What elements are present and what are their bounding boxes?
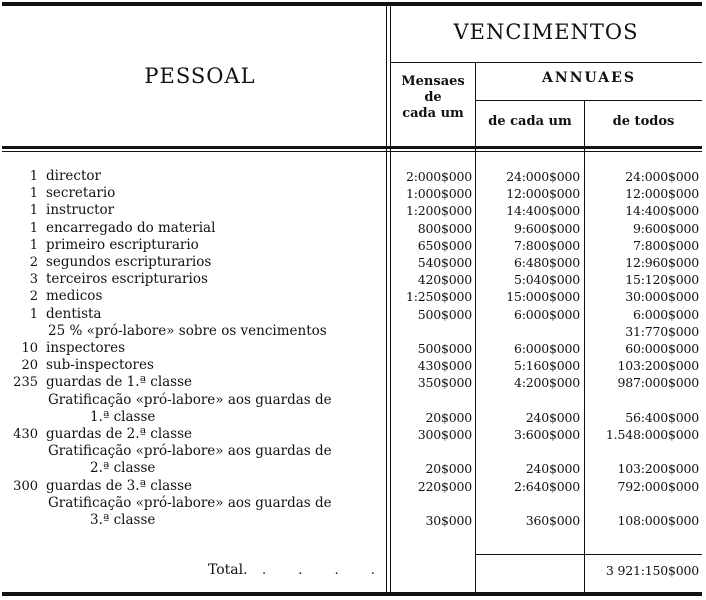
vencimentos-rule <box>390 62 702 63</box>
row-annual-each: 7:800$000 <box>513 237 580 253</box>
row-description: director <box>46 168 101 184</box>
row-monthly: 430$000 <box>417 358 472 374</box>
row-monthly: 2:000$000 <box>405 169 472 184</box>
mensaes-line-2: de <box>424 90 442 105</box>
row-monthly: 500$000 <box>417 341 472 356</box>
row-quantity: 1 <box>29 237 38 253</box>
row-annual-each: 3:600$000 <box>513 427 580 442</box>
row-annual-each: 360$000 <box>525 513 580 528</box>
row-description: Gratificação «pró-labore» aos guardas de <box>48 494 332 511</box>
row-quantity: 1 <box>29 220 38 236</box>
row-annual-all: 30:000$000 <box>625 289 699 305</box>
row-description: encarregado do material <box>46 219 216 236</box>
row-description: 2.ª classe <box>90 460 156 477</box>
row-quantity: 20 <box>21 358 38 374</box>
row-annual-all: 24:000$000 <box>625 169 699 184</box>
row-description: medicos <box>46 288 103 305</box>
row-quantity: 430 <box>13 427 38 442</box>
row-quantity: 1 <box>29 306 38 322</box>
row-description: guardas de 1.ª classe <box>46 374 193 391</box>
row-annual-all: 987:000$000 <box>617 375 699 391</box>
col-sep-1 <box>386 6 387 592</box>
row-annual-each: 14:400$000 <box>506 203 580 219</box>
de-todos-header: de todos <box>612 114 675 129</box>
row-monthly: 30$000 <box>425 513 472 528</box>
row-monthly: 20$000 <box>425 409 472 425</box>
row-annual-each: 24:000$000 <box>506 169 580 184</box>
row-quantity: 2 <box>29 289 38 305</box>
row-quantity: 1 <box>29 169 38 184</box>
top-rule <box>2 2 702 6</box>
row-annual-each: 6:480$000 <box>513 255 580 270</box>
row-annual-each: 6:000$000 <box>513 306 580 322</box>
row-annual-each: 15:000$000 <box>506 289 580 305</box>
row-annual-all: 9:600$000 <box>632 220 699 236</box>
row-description: dentista <box>46 305 102 322</box>
row-monthly: 650$000 <box>417 237 472 253</box>
annuaes-rule <box>475 100 702 101</box>
row-description: 1.ª classe <box>90 408 156 425</box>
row-annual-all: 6:000$000 <box>632 306 699 322</box>
row-quantity: 235 <box>13 375 38 391</box>
row-annual-all: 792:000$000 <box>617 478 699 494</box>
row-monthly: 1:250$000 <box>405 289 472 305</box>
bottom-rule <box>2 592 702 596</box>
row-annual-each: 5:040$000 <box>513 272 580 288</box>
mensaes-line-1: Mensaes <box>401 74 465 89</box>
row-description: inspectores <box>46 340 126 356</box>
row-monthly: 1:000$000 <box>405 186 472 202</box>
row-annual-each: 4:200$000 <box>513 375 580 391</box>
row-quantity: 10 <box>21 341 38 356</box>
row-quantity: 300 <box>13 478 38 494</box>
row-annual-each: 9:600$000 <box>513 220 580 236</box>
total-label: Total. <box>208 562 248 578</box>
row-description: guardas de 2.ª classe <box>46 426 193 442</box>
vencimentos-header: VENCIMENTOS <box>453 20 639 44</box>
row-annual-each: 240$000 <box>525 409 580 425</box>
row-monthly: 20$000 <box>425 461 472 477</box>
row-annual-each: 5:160$000 <box>513 358 580 374</box>
row-description: 25 % «pró-labore» sobre os vencimentos <box>48 322 327 339</box>
row-description: Gratificação «pró-labore» aos guardas de <box>48 443 332 460</box>
row-description: terceiros escripturarios <box>46 271 208 288</box>
row-annual-all: 60:000$000 <box>625 341 699 356</box>
row-description: guardas de 3.ª classe <box>46 477 193 494</box>
row-quantity: 3 <box>29 272 38 288</box>
row-annual-all: 15:120$000 <box>625 272 699 288</box>
row-description: primeiro escripturario <box>46 236 199 253</box>
row-description: 3.ª classe <box>90 512 156 528</box>
row-monthly: 420$000 <box>417 272 472 288</box>
de-cada-um-header: de cada um <box>488 114 572 129</box>
row-description: instructor <box>46 202 115 219</box>
annuaes-header: ANNUAES <box>542 70 636 86</box>
header-bottom-rule <box>2 146 702 149</box>
row-annual-all: 12:000$000 <box>625 186 699 202</box>
row-description: segundos escripturarios <box>46 254 212 270</box>
row-monthly: 1:200$000 <box>405 203 472 219</box>
row-annual-all: 56:400$000 <box>625 409 699 425</box>
row-annual-all: 103:200$000 <box>617 358 699 374</box>
row-description: sub-inspectores <box>46 357 154 374</box>
row-description: secretario <box>46 185 116 202</box>
row-monthly: 540$000 <box>417 255 472 270</box>
row-annual-each: 2:640$000 <box>513 478 580 494</box>
header-bottom-rule-thin <box>2 151 702 152</box>
mensaes-header <box>392 74 474 122</box>
total-value: 3 921:150$000 <box>605 563 699 578</box>
col-sep-1b <box>390 6 391 592</box>
row-annual-all: 12:960$000 <box>625 255 699 270</box>
row-monthly: 800$000 <box>417 220 472 236</box>
total-rule <box>476 554 702 555</box>
row-quantity: 1 <box>29 203 38 219</box>
row-annual-each: 240$000 <box>525 461 580 477</box>
row-annual-all: 103:200$000 <box>617 461 699 477</box>
row-monthly: 300$000 <box>417 427 472 442</box>
row-quantity: 1 <box>29 186 38 202</box>
pessoal-header: PESSOAL <box>144 64 256 88</box>
row-monthly: 500$000 <box>417 306 472 322</box>
row-monthly: 350$000 <box>417 375 472 391</box>
row-annual-all: 108:000$000 <box>617 513 699 528</box>
row-annual-all: 1.548:000$000 <box>605 427 699 442</box>
row-monthly: 220$000 <box>417 478 472 494</box>
row-annual-each: 12:000$000 <box>506 186 580 202</box>
row-quantity: 2 <box>29 255 38 270</box>
row-annual-all: 31:770$000 <box>625 323 699 339</box>
row-annual-all: 7:800$000 <box>632 237 699 253</box>
row-annual-all: 14:400$000 <box>625 203 699 219</box>
total-dots: . . . . <box>262 563 389 578</box>
row-annual-each: 6:000$000 <box>513 341 580 356</box>
mensaes-line-3: cada um <box>402 106 464 121</box>
row-description: Gratificação «pró-labore» aos guardas de <box>48 391 332 408</box>
